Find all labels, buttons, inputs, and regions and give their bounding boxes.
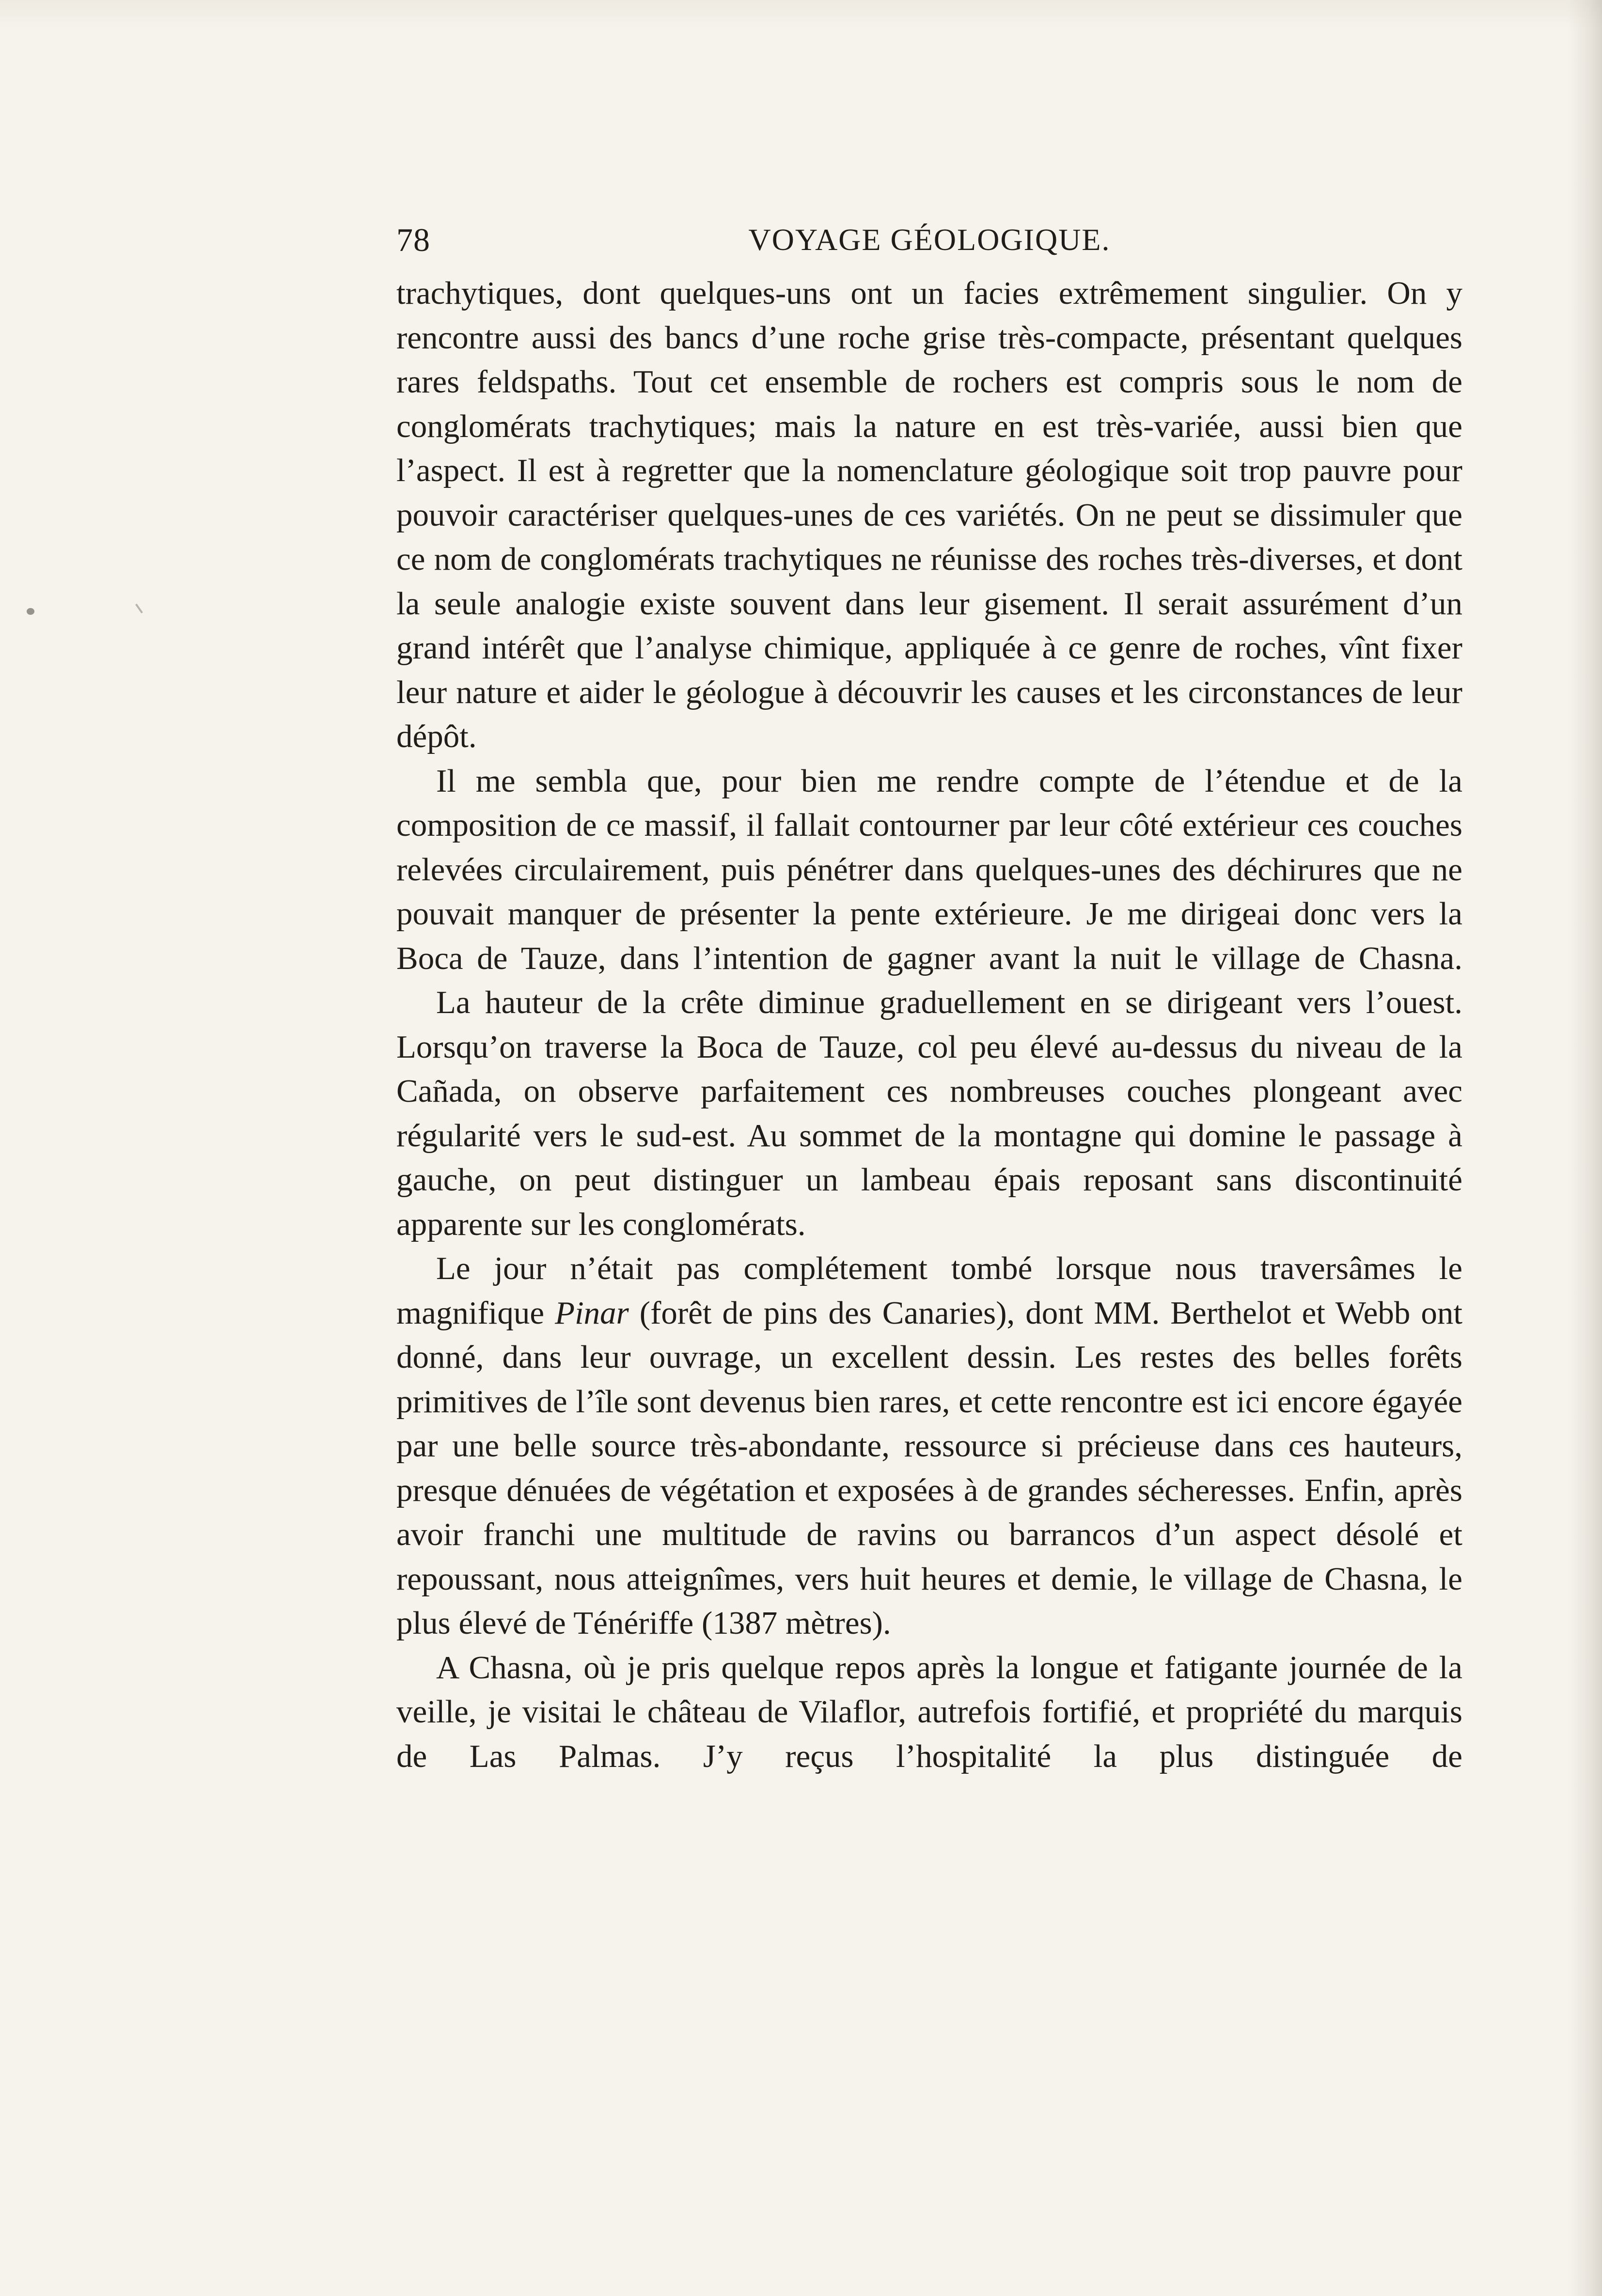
- italic-term: Pinar: [555, 1295, 629, 1331]
- paper-mark: [135, 604, 143, 613]
- paragraph: [396, 759, 1462, 981]
- page-edge-shadow: [1568, 0, 1602, 2296]
- page-header: [396, 216, 1462, 264]
- page-top-shadow: [0, 0, 1602, 29]
- paragraph: [396, 1646, 1462, 1779]
- paragraph: [396, 271, 1462, 759]
- paper-speck: [27, 608, 34, 615]
- body-text: [396, 271, 1462, 1919]
- paragraph: [396, 1247, 1462, 1646]
- paragraph-text: trachytiques, dont quelques-uns ont un facies extrêmement singulier. On y rencontre aussi des bancs d’une roche grise très-compacte, présentant quelques rares feldspaths. Tout cet ensemble de rochers est compris sous le nom de conglomérats trachytiques; mais la nature en est très-variée, aussi bien que l’aspect. Il est à regretter que la nomenclature géologique soit trop pauvre pour pouvoir caractériser quelques-unes de ces variétés. On ne peut se dissimuler que ce nom de conglomérats trachytiques ne réunisse des roches très-diverses, et dont la seule analogie existe souvent dans leur gisement. Il serait assurément d’un grand intérêt que l’analyse chimique, appliquée à ce genre de roches, vînt fixer leur nature et aider le géologue à découvrir les causes et les circonstances de leur dépôt.: [396, 275, 1462, 754]
- paragraph-text-continued: (forêt de pins des Canaries), dont MM. Berthelot et Webb ont donné, dans leur ouvrage, un excellent dessin. Les restes des belles forêts primitives de l’île sont devenus bien rares, et cette rencontre est ici encore égayée par une belle source très-abondante, ressource si précieuse dans ces hauteurs, presque dénuées de végétation et exposées à de grandes sécheresses. Enfin, après avoir franchi une multitude de ravins ou barrancos d’un aspect désolé et repoussant, nous atteignîmes, vers huit heures et demie, le village de Chasna, le plus élevé de Ténériffe (1387 mètres).: [396, 1295, 1462, 1641]
- paragraph-text: Le jour n’était pas complétement tombé lorsque nous traversâmes le magnifique: [396, 1250, 1462, 1331]
- page-number: 78: [396, 221, 430, 258]
- paragraph-text: Il me sembla que, pour bien me rendre compte de l’étendue et de la composition de ce massif, il fallait contourner par leur côté extérieur ces couches relevées circulairement, puis pénétrer dans quelques-unes des déchirures que ne pouvait manquer de présenter la pente extérieure. Je me dirigeai donc vers la Boca de Tauze, dans l’intention de gagner avant la nuit le village de Chasna.: [396, 763, 1462, 976]
- running-title: VOYAGE GÉOLOGIQUE.: [748, 222, 1111, 257]
- paragraph-text: La hauteur de la crête diminue graduellement en se dirigeant vers l’ouest. Lorsqu’on traverse la Boca de Tauze, col peu élevé au-dessus du niveau de la Cañada, on observe parfaitement ces nombreuses couches plongeant avec régularité vers le sud-est. Au sommet de la montagne qui domine le passage à gauche, on peut distinguer un lambeau épais reposant sans discontinuité apparente sur les conglomérats.: [396, 984, 1462, 1242]
- paragraph-text: A Chasna, où je pris quelque repos après la longue et fatigante journée de la veille, je visitai le château de Vilaflor, autrefois fortifié, et propriété du marquis de Las Palmas. J’y reçus l’hospitalité la plus distinguée de: [396, 1649, 1462, 1774]
- paragraph: [396, 981, 1462, 1247]
